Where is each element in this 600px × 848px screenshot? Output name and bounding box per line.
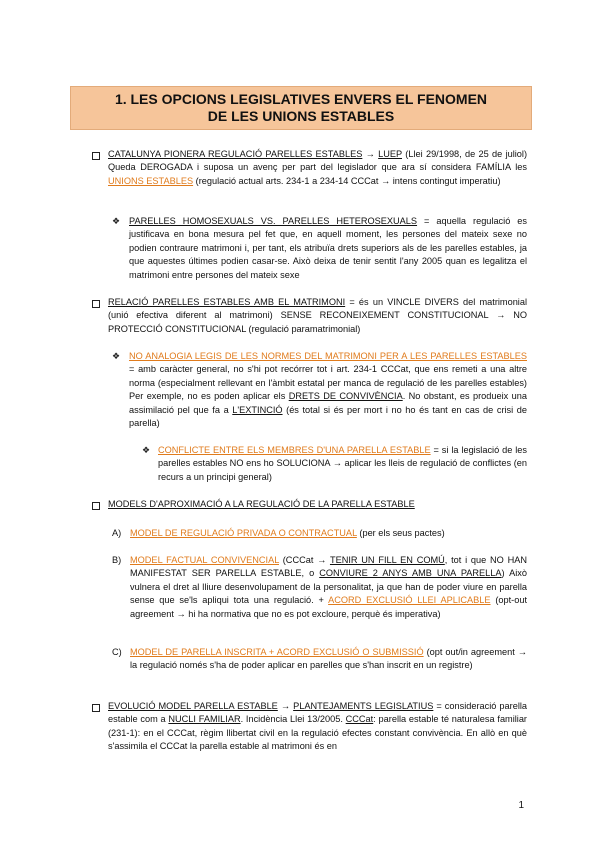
cccat-term: CCCat [345,714,374,725]
checkbox-icon[interactable] [92,502,100,510]
heading-model-factual: MODEL FACTUAL CONVIVENCIAL [130,555,279,565]
paragraph-parelles-homosexuals: PARELLES HOMOSEXUALS VS. PARELLES HETEROSEXUALS = aquella regulació es justificava en bona mesura pel fet que, en aquell moment, les persones del mateix sexe no podien contraure matrimoni i, per tant, els atribuïa drets superiors als de les parelles estables, ja que aquestes últimes podien casar-se. Això deixa de tenir sentit l'any 2005 quan es legalitza el matrimoni entre persones del mateix sexe [129,216,527,280]
paragraph-conflicte: CONFLICTE ENTRE ELS MEMBRES D'UNA PARELLA ESTABLE = si la legislació de les parelles estables NO ens ho SOLUCIONA → aplicar les lleis de regulació de conflictes (en recurs a un principi general) [158,445,527,482]
heading-catalunya: CATALUNYA PIONERA REGULACIÓ PARELLES ESTABLES [108,149,363,159]
checkbox-icon[interactable] [92,152,100,160]
diamond-bullet-icon: ❖ [142,445,151,455]
heading-evolucio: EVOLUCIÓ MODEL PARELLA ESTABLE [108,701,278,711]
unions-estables-link: UNIONS ESTABLES [108,175,194,186]
heading-conflicte: CONFLICTE ENTRE ELS MEMBRES D'UNA PARELLA ESTABLE [158,445,431,455]
acord-exclusio-link: ACORD EXCLUSIÓ LLEI APLICABLE [328,595,491,606]
paragraph-model-b: MODEL FACTUAL CONVIVENCIAL (CCCat → TENIR UN FILL EN COMÚ, tot i que NO HAN MANIFESTAT SER PARELLA ESTABLE, o CONVIURE 2 ANYS AMB UNA PARELLA) Això vulnera el dret al lliure desenvolupament de la personalitat, ja que han de poder viure en parella sense que se'ls apliqui tota una regulació. + ACORD EXCLUSIÓ LLEI APLICABLE (opt-out agreement → hi ha normativa que no es pot excloure, perquè és imperativa) [130,555,527,619]
list-letter-c: C) [112,647,122,657]
paragraph-relacio: RELACIÓ PARELLES ESTABLES AMB EL MATRIMONI = és un VINCLE DIVERS del matrimonial (unió efectiva diferent al matrimoni) SENSE RECONEIXEMENT CONSTITUCIONAL → NO PROTECCIÓ CONSTITUCIONAL (regulació paramatrimonial) [108,297,527,334]
list-letter-b: B) [112,555,122,565]
nucli-familiar-term: NUCLI FAMILIAR [168,714,241,725]
checkbox-icon[interactable] [92,704,100,712]
paragraph-evolucio: EVOLUCIÓ MODEL PARELLA ESTABLE → PLANTEJAMENTS LEGISLATIUS = consideració parella estable com a NUCLI FAMILIAR. Incidència Llei 13/2005. CCCat: parella estable té naturalesa familiar (231-1): en el CCCat, règim llibertat civil en la regulació efectes constant convivència. En allò en què s'assimila el CCCat la parella estable al matrimoni és en [108,701,528,752]
title-line-1: 1. LES OPCIONS LEGISLATIVES ENVERS EL FENOMEN [114,91,488,107]
heading-relacio: RELACIÓ PARELLES ESTABLES AMB EL MATRIMONI [108,297,346,307]
conviure-term: CONVIURE 2 ANYS AMB UNA PARELLA [319,568,502,579]
drets-convivencia-term: DRETS DE CONVIVÈNCIA [288,391,403,402]
page-number: 1 [518,800,524,811]
title-line-2: DE LES UNIONS ESTABLES [207,108,395,124]
section-title [70,86,532,130]
heading-model-privada: MODEL DE REGULACIÓ PRIVADA O CONTRACTUAL [130,528,357,538]
paragraph-model-a: MODEL DE REGULACIÓ PRIVADA O CONTRACTUAL (per els seus pactes) [130,528,445,538]
heading-no-analogia: NO ANALOGIA LEGIS DE LES NORMES DEL MATRIMONI PER A LES PARELLES ESTABLES [129,351,527,361]
luep-term: LUEP [378,149,402,159]
heading-parelles: PARELLES HOMOSEXUALS VS. PARELLES HETEROSEXUALS [129,216,418,226]
paragraph-catalunya: CATALUNYA PIONERA REGULACIÓ PARELLES ESTABLES → LUEP (Llei 29/1998, de 25 de juliol) Queda DEROGADA i suposa un avenç per part del legislador que ara sí considera FAMÍLIA les UNIONS ESTABLES (regulació actual arts. 234-1 a 234-14 CCCat → intens contingut imperatiu) [108,149,528,186]
plantejaments-term: PLANTEJAMENTS LEGISLATIUS [293,701,434,711]
extincio-term: L'EXTINCIÓ [232,404,283,415]
heading-models: MODELS D'APROXIMACIÓ A LA REGULACIÓ DE LA PARELLA ESTABLE [108,499,415,509]
list-letter-a: A) [112,528,122,538]
diamond-bullet-icon: ❖ [112,351,121,361]
paragraph-no-analogia: NO ANALOGIA LEGIS DE LES NORMES DEL MATRIMONI PER A LES PARELLES ESTABLES = amb caràcter general, no s'hi pot recórrer tot i art. 234-1 CCCat, que ens remeti a una altre norma (especialment rellevant en l'àmbit estatal per manca de regulació de les parelles estables) Per exemple, no es poden aplicar els DRETS DE CONVIVÈNCIA. No obstant, es produeix una assimilació pel que fa a L'EXTINCIÓ (és total si és per mort i no ho és tant en cas de crisi de parella) [129,351,527,429]
paragraph-model-c: MODEL DE PARELLA INSCRITA + ACORD EXCLUSIÓ O SUBMISSIÓ (opt out/in agreement → la regulació només s'ha de poder aplicar en parelles que s'han inscrit en un registre) [130,647,527,671]
checkbox-icon[interactable] [92,300,100,308]
heading-model-inscrita: MODEL DE PARELLA INSCRITA + ACORD EXCLUSIÓ O SUBMISSIÓ [130,647,424,657]
paragraph-models [108,498,527,511]
diamond-bullet-icon: ❖ [112,216,121,226]
tenir-fill-term: TENIR UN FILL EN COMÚ [329,555,445,565]
